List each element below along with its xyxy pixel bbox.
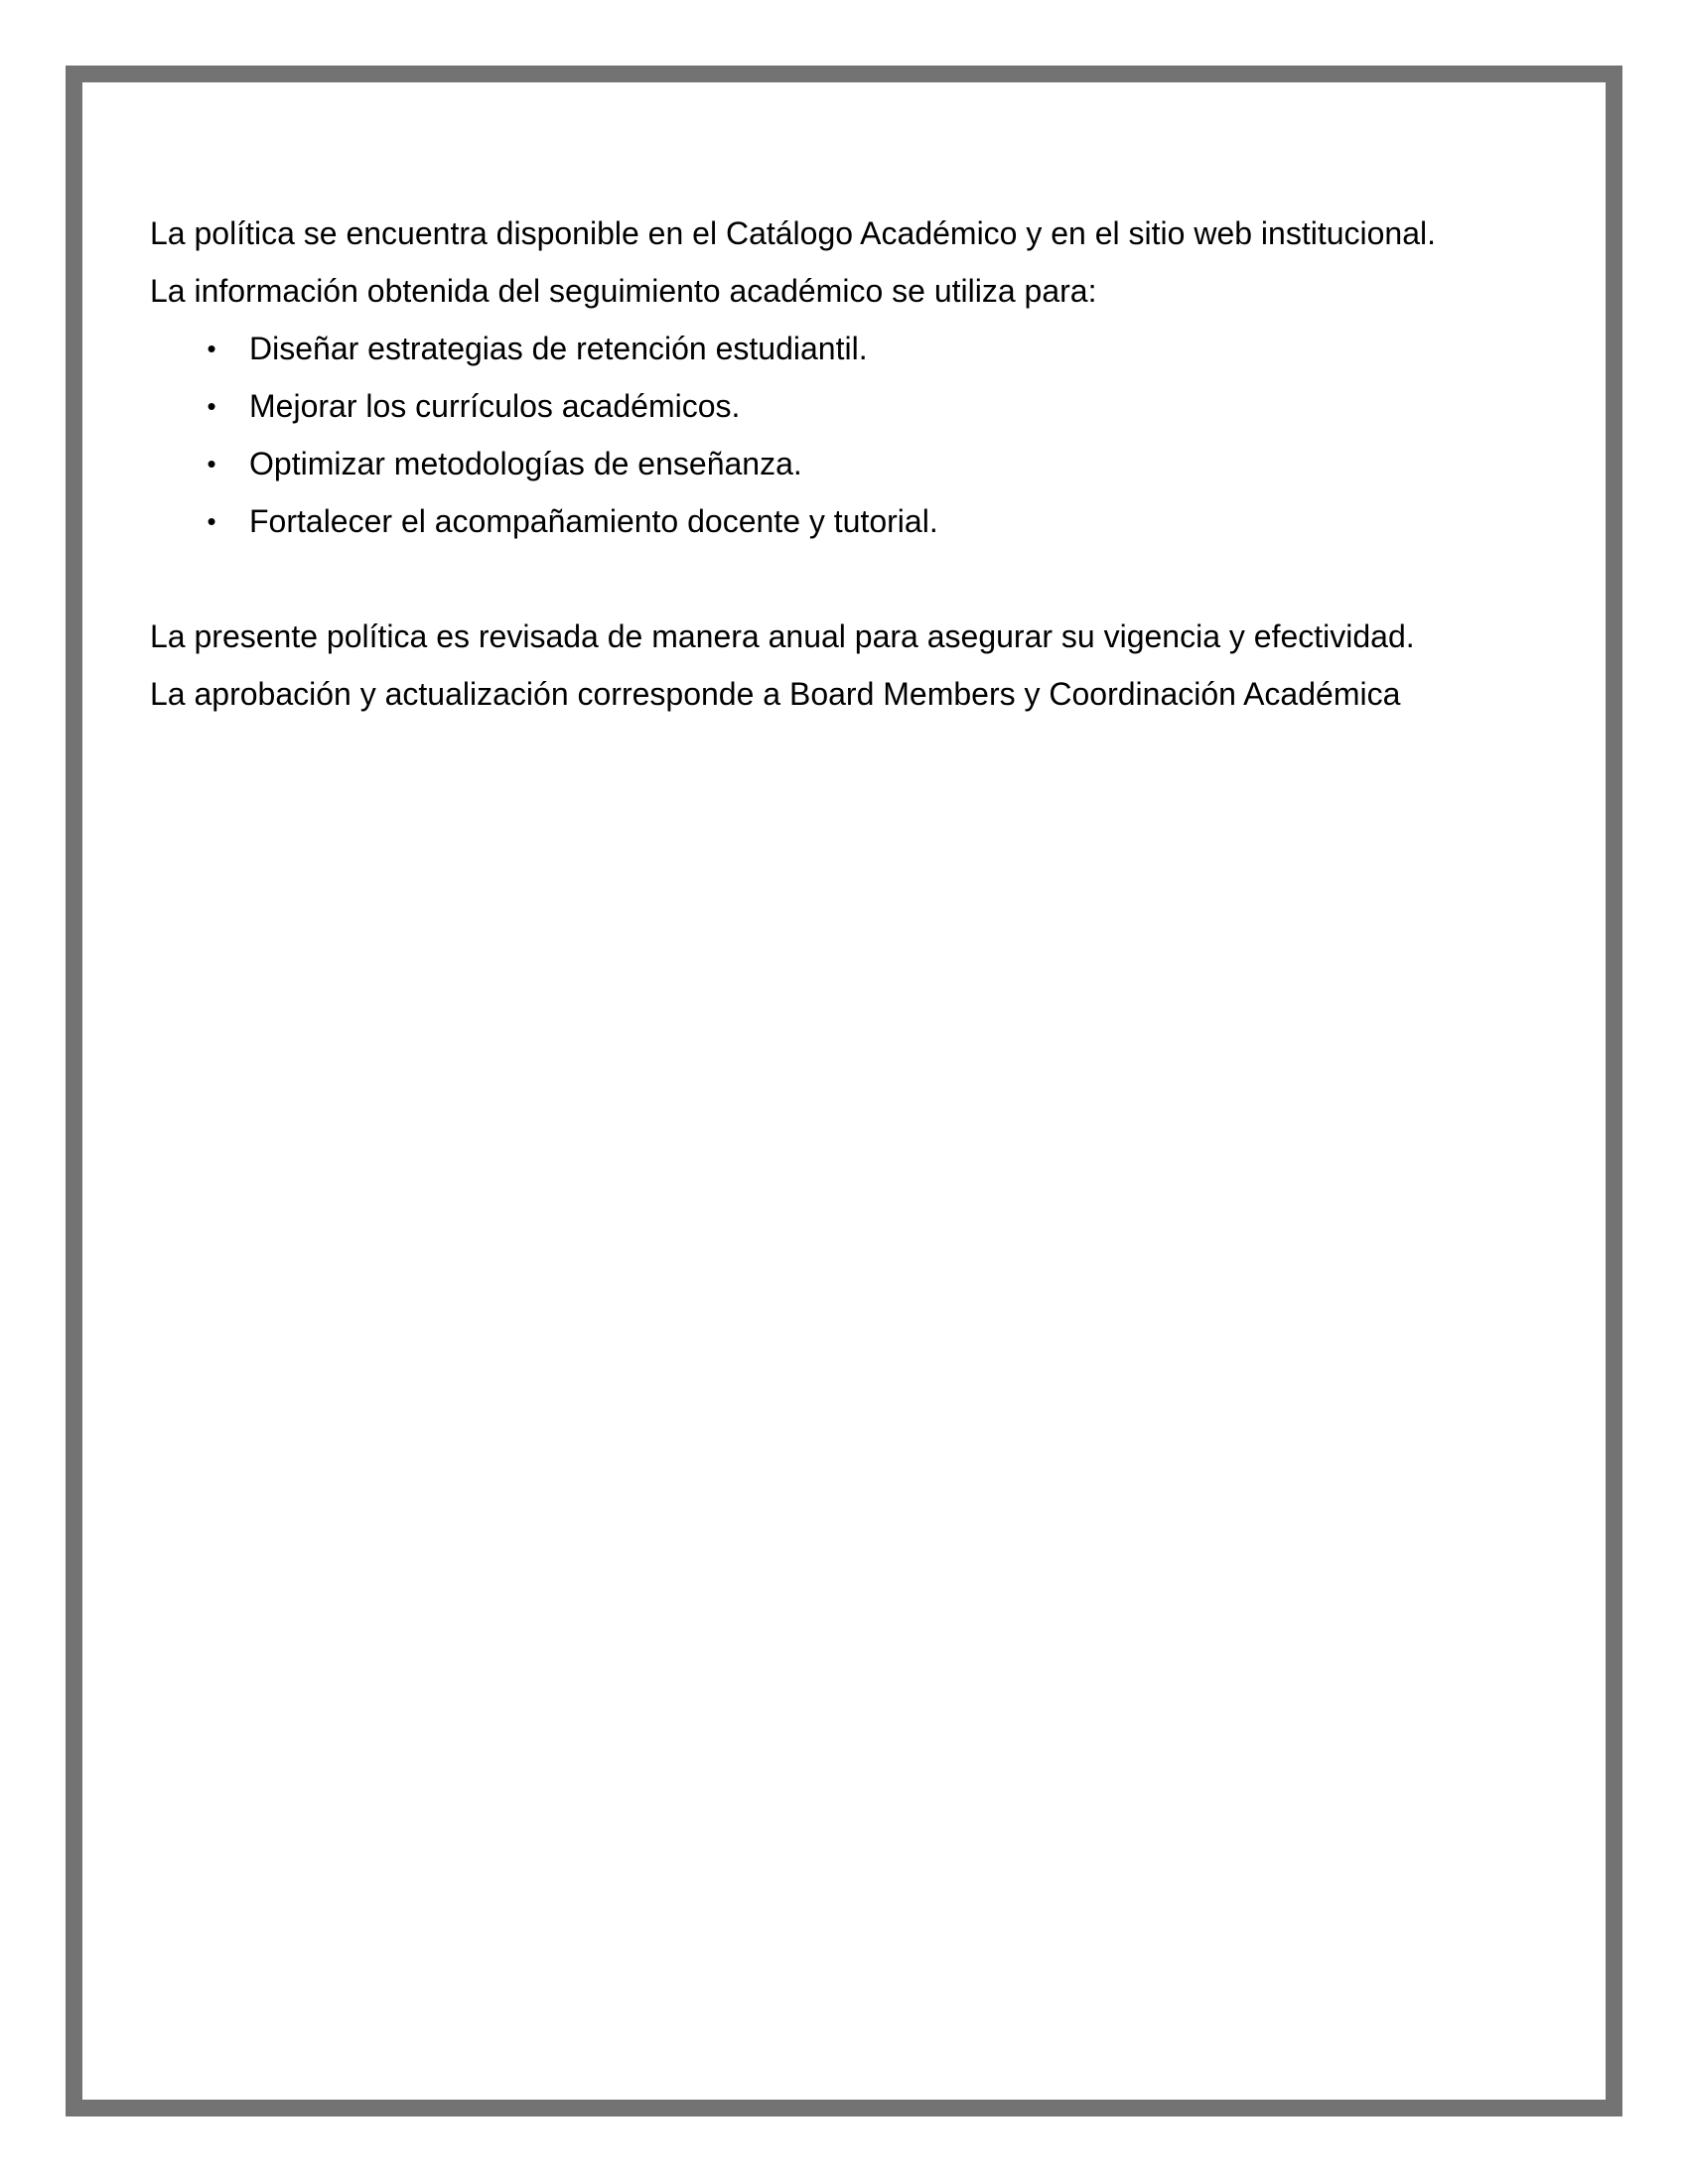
paragraph-spacer bbox=[150, 550, 1560, 608]
paragraph-information-usage: La información obtenida del seguimiento académico se utiliza para: bbox=[150, 273, 1097, 309]
list-item-text: Fortalecer el acompañamiento docente y tutorial. bbox=[249, 503, 938, 539]
list-item bbox=[150, 435, 1560, 492]
bullet-icon: • bbox=[207, 391, 216, 421]
bullet-list bbox=[150, 320, 1560, 550]
bullet-icon: • bbox=[207, 449, 216, 478]
list-item-text: Optimizar metodologías de enseñanza. bbox=[249, 446, 802, 481]
list-item-text: Diseñar estrategias de retención estudiantil. bbox=[249, 331, 868, 366]
list-item-text: Mejorar los currículos académicos. bbox=[249, 388, 741, 424]
bullet-icon: • bbox=[207, 506, 216, 536]
list-item bbox=[150, 320, 1560, 377]
document-body bbox=[150, 205, 1560, 723]
paragraph-annual-review: La presente política es revisada de manera anual para asegurar su vigencia y efectividad. bbox=[150, 618, 1415, 654]
list-item bbox=[150, 492, 1560, 550]
paragraph-approval: La aprobación y actualización corresponde a Board Members y Coordinación Académica bbox=[150, 676, 1401, 712]
paragraph-policy-availability: La política se encuentra disponible en el Catálogo Académico y en el sitio web institucional. bbox=[150, 215, 1437, 251]
bullet-icon: • bbox=[207, 334, 216, 363]
list-item bbox=[150, 377, 1560, 435]
